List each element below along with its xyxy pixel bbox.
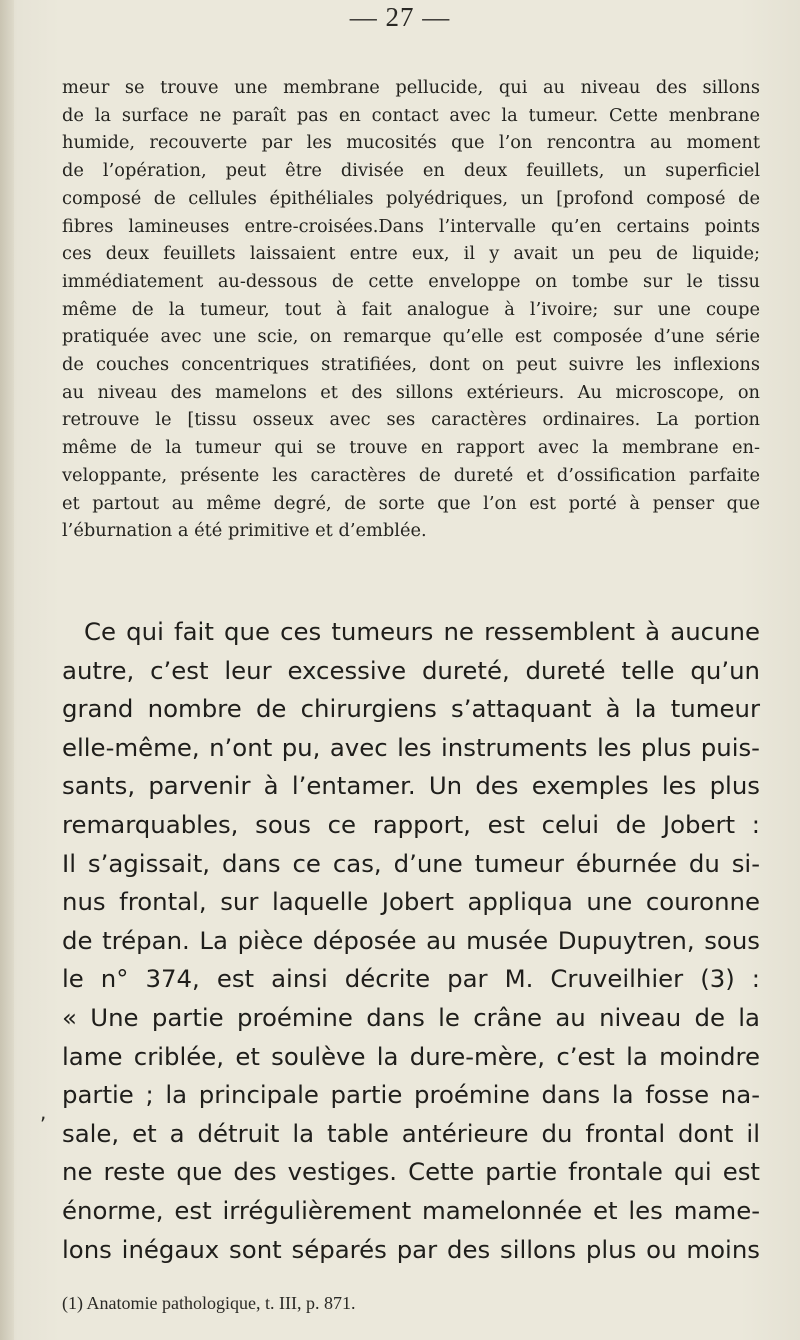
- paragraph-large-print: [62, 613, 760, 1269]
- paragraph-small-print: [62, 74, 760, 545]
- text-line: « Une partie proémine dans le crâne au niveau de la: [62, 1002, 760, 1032]
- text-line: remarquables, sous ce rapport, est celui de Jobert :: [62, 809, 760, 839]
- text-line: ces deux feuillets laissaient entre eux, il y avait un peu de liquide;: [62, 243, 760, 265]
- text-line: Il s’agissait, dans ce cas, d’une tumeur éburnée du si-: [62, 848, 760, 878]
- footnote: (1) Anatomie pathologique, t. III, p. 871.: [62, 1293, 356, 1313]
- page-binding-edge: [0, 0, 14, 1340]
- text-line: lons inégaux sont séparés par des sillons plus ou moins: [62, 1234, 760, 1264]
- text-line: de l’opération, peut être divisée en deux feuillets, un superficiel: [62, 160, 760, 182]
- margin-mark: ,: [40, 1100, 47, 1124]
- text-line: composé de cellules épithéliales polyédriques, un [profond composé de: [62, 187, 760, 209]
- text-line: lame criblée, et soulève la dure-mère, c’est la moindre: [62, 1041, 760, 1071]
- text-line: nus frontal, sur laquelle Jobert appliqua une couronne: [62, 887, 760, 917]
- text-line: l’éburnation a été primitive et d’emblée.: [62, 520, 427, 542]
- text-line: grand nombre de chirurgiens s’attaquant à la tumeur: [62, 694, 760, 724]
- page-number: — 27 —: [349, 2, 451, 32]
- text-line: sale, et a détruit la table antérieure du frontal dont il: [62, 1118, 760, 1148]
- text-line: retrouve le [tissu osseux avec ses caractères ordinaires. La portion: [62, 409, 760, 431]
- text-line: immédiatement au-dessous de cette enveloppe on tombe sur le tissu: [62, 270, 760, 292]
- text-line: meur se trouve une membrane pellucide, qui au niveau des sillons: [62, 77, 760, 98]
- text-line: sants, parvenir à l’entamer. Un des exemples les plus: [62, 771, 760, 801]
- text-line: humide, recouverte par les mucosités que l’on rencontra au moment: [62, 132, 760, 154]
- text-line: au niveau des mamelons et des sillons extérieurs. Au microscope, on: [62, 381, 760, 403]
- text-line: Ce qui fait que ces tumeurs ne ressemblent à aucune: [84, 617, 760, 646]
- text-line: autre, c’est leur excessive dureté, dureté telle qu’un: [62, 655, 760, 685]
- text-line: même de la tumeur, tout à fait analogue à l’ivoire; sur une coupe: [62, 298, 760, 320]
- text-line: énorme, est irrégulièrement mamelonnée et les mame-: [62, 1195, 760, 1225]
- text-line: fibres lamineuses entre-croisées.Dans l’intervalle qu’en certains points: [62, 215, 760, 237]
- text-line: veloppante, présente les caractères de dureté et d’ossification parfaite: [62, 464, 760, 486]
- text-line: pratiquée avec une scie, on remarque qu’elle est composée d’une série: [62, 326, 760, 348]
- text-line: ne reste que des vestiges. Cette partie frontale qui est: [62, 1157, 760, 1187]
- text-line: le n° 374, est ainsi décrite par M. Cruveilhier (3) :: [62, 964, 760, 994]
- text-line: elle-même, n’ont pu, avec les instruments les plus puis-: [62, 732, 760, 762]
- text-line: de trépan. La pièce déposée au musée Dupuytren, sous: [62, 925, 760, 955]
- text-line: de couches concentriques stratifiées, dont on peut suivre les inflexions: [62, 354, 760, 376]
- text-line: même de la tumeur qui se trouve en rapport avec la membrane en-: [62, 437, 760, 459]
- text-line: de la surface ne paraît pas en contact avec la tumeur. Cette menbrane: [62, 104, 760, 126]
- text-line: partie ; la principale partie proémine dans la fosse na-: [62, 1080, 760, 1110]
- text-line: et partout au même degré, de sorte que l’on est porté à penser que: [62, 492, 760, 514]
